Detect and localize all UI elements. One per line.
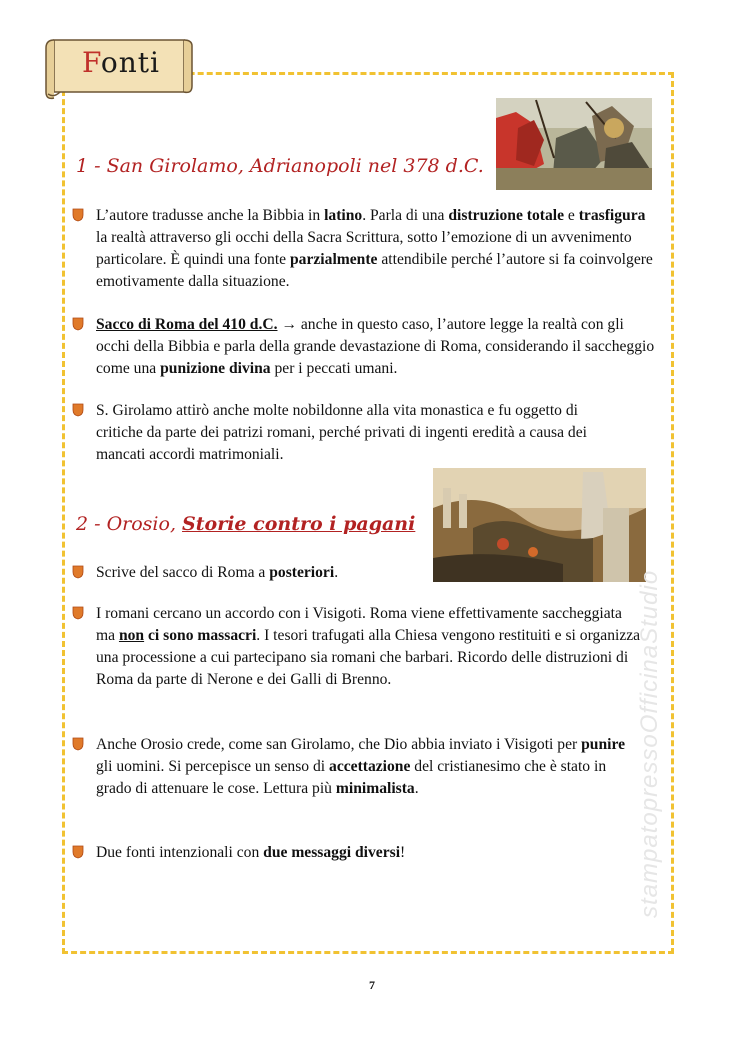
s1-paragraph-2: Sacco di Roma del 410 d.C. → anche in questo caso, l’autore legge la realtà con gli occhi della Bibbia e parla della grande devastazione di Roma, considerando il saccheggio come una punizione divina per i peccati umani. (96, 316, 655, 377)
page-title (82, 46, 160, 79)
shield-bullet-icon (72, 208, 84, 222)
s1-paragraph-3: S. Girolamo attirò anche molte nobildonne alla vita monastica e fu oggetto di critiche da parte dei patrizi romani, perché privati di ingenti eredità a causa dei mancati accordi matrimoniali. (96, 402, 587, 463)
s2-paragraph-3: Anche Orosio crede, come san Girolamo, che Dio abbia inviato i Visigoti per punire gli uomini. Si percepisce un senso di accettazione del cristianesimo che è stato in grado di attenuare le cose. Lettura più minimalista. (96, 736, 626, 797)
s2-paragraph-4: Due fonti intenzionali con due messaggi diversi! (96, 844, 406, 861)
s1-paragraph-1: L’autore tradusse anche la Bibbia in latino. Parla di una distruzione totale e trasfigura la realtà attraverso gli occhi della Sacra Scrittura, sotto l’emozione di un avvenimento particolare. È quindi una fonte parzialmente attendibile perché l’autore si fa coinvolgere emotivamente dalla situazione. (96, 207, 653, 290)
page-number: 7 (369, 978, 375, 992)
shield-bullet-icon (72, 737, 84, 751)
battle-of-adrianople-image (496, 98, 652, 190)
page-title-initial: F (82, 46, 101, 79)
section-1-heading: 1 - San Girolamo, Adrianopoli nel 378 d.C. (76, 155, 484, 177)
s2-paragraph-1: Scrive del sacco di Roma a posteriori. (96, 564, 339, 581)
shield-bullet-icon (72, 317, 84, 331)
section-2-heading-title: Storie contro i pagani (182, 513, 416, 535)
shield-bullet-icon (72, 845, 84, 859)
section-2-heading (76, 513, 415, 535)
shield-bullet-icon (72, 606, 84, 620)
section-2-heading-prefix: 2 - Orosio, (76, 513, 183, 535)
watermark-text: stampatopressoOfficinaStudio (636, 569, 663, 918)
s2-paragraph-2: I romani cercano un accordo con i Visigoti. Roma viene effettivamente saccheggiata ma non ci sono massacri. I tesori trafugati alla Chiesa vengono restituiti e si organizza una processione a cui partecipano sia romani che barbari. Ricordo delle distruzioni di Roma da parte di Nerone e dei Galli di Brenno. (96, 605, 641, 688)
title-scroll-banner (44, 36, 194, 100)
shield-bullet-icon (72, 403, 84, 417)
page-title-rest: onti (100, 46, 161, 79)
shield-bullet-icon (72, 565, 84, 579)
